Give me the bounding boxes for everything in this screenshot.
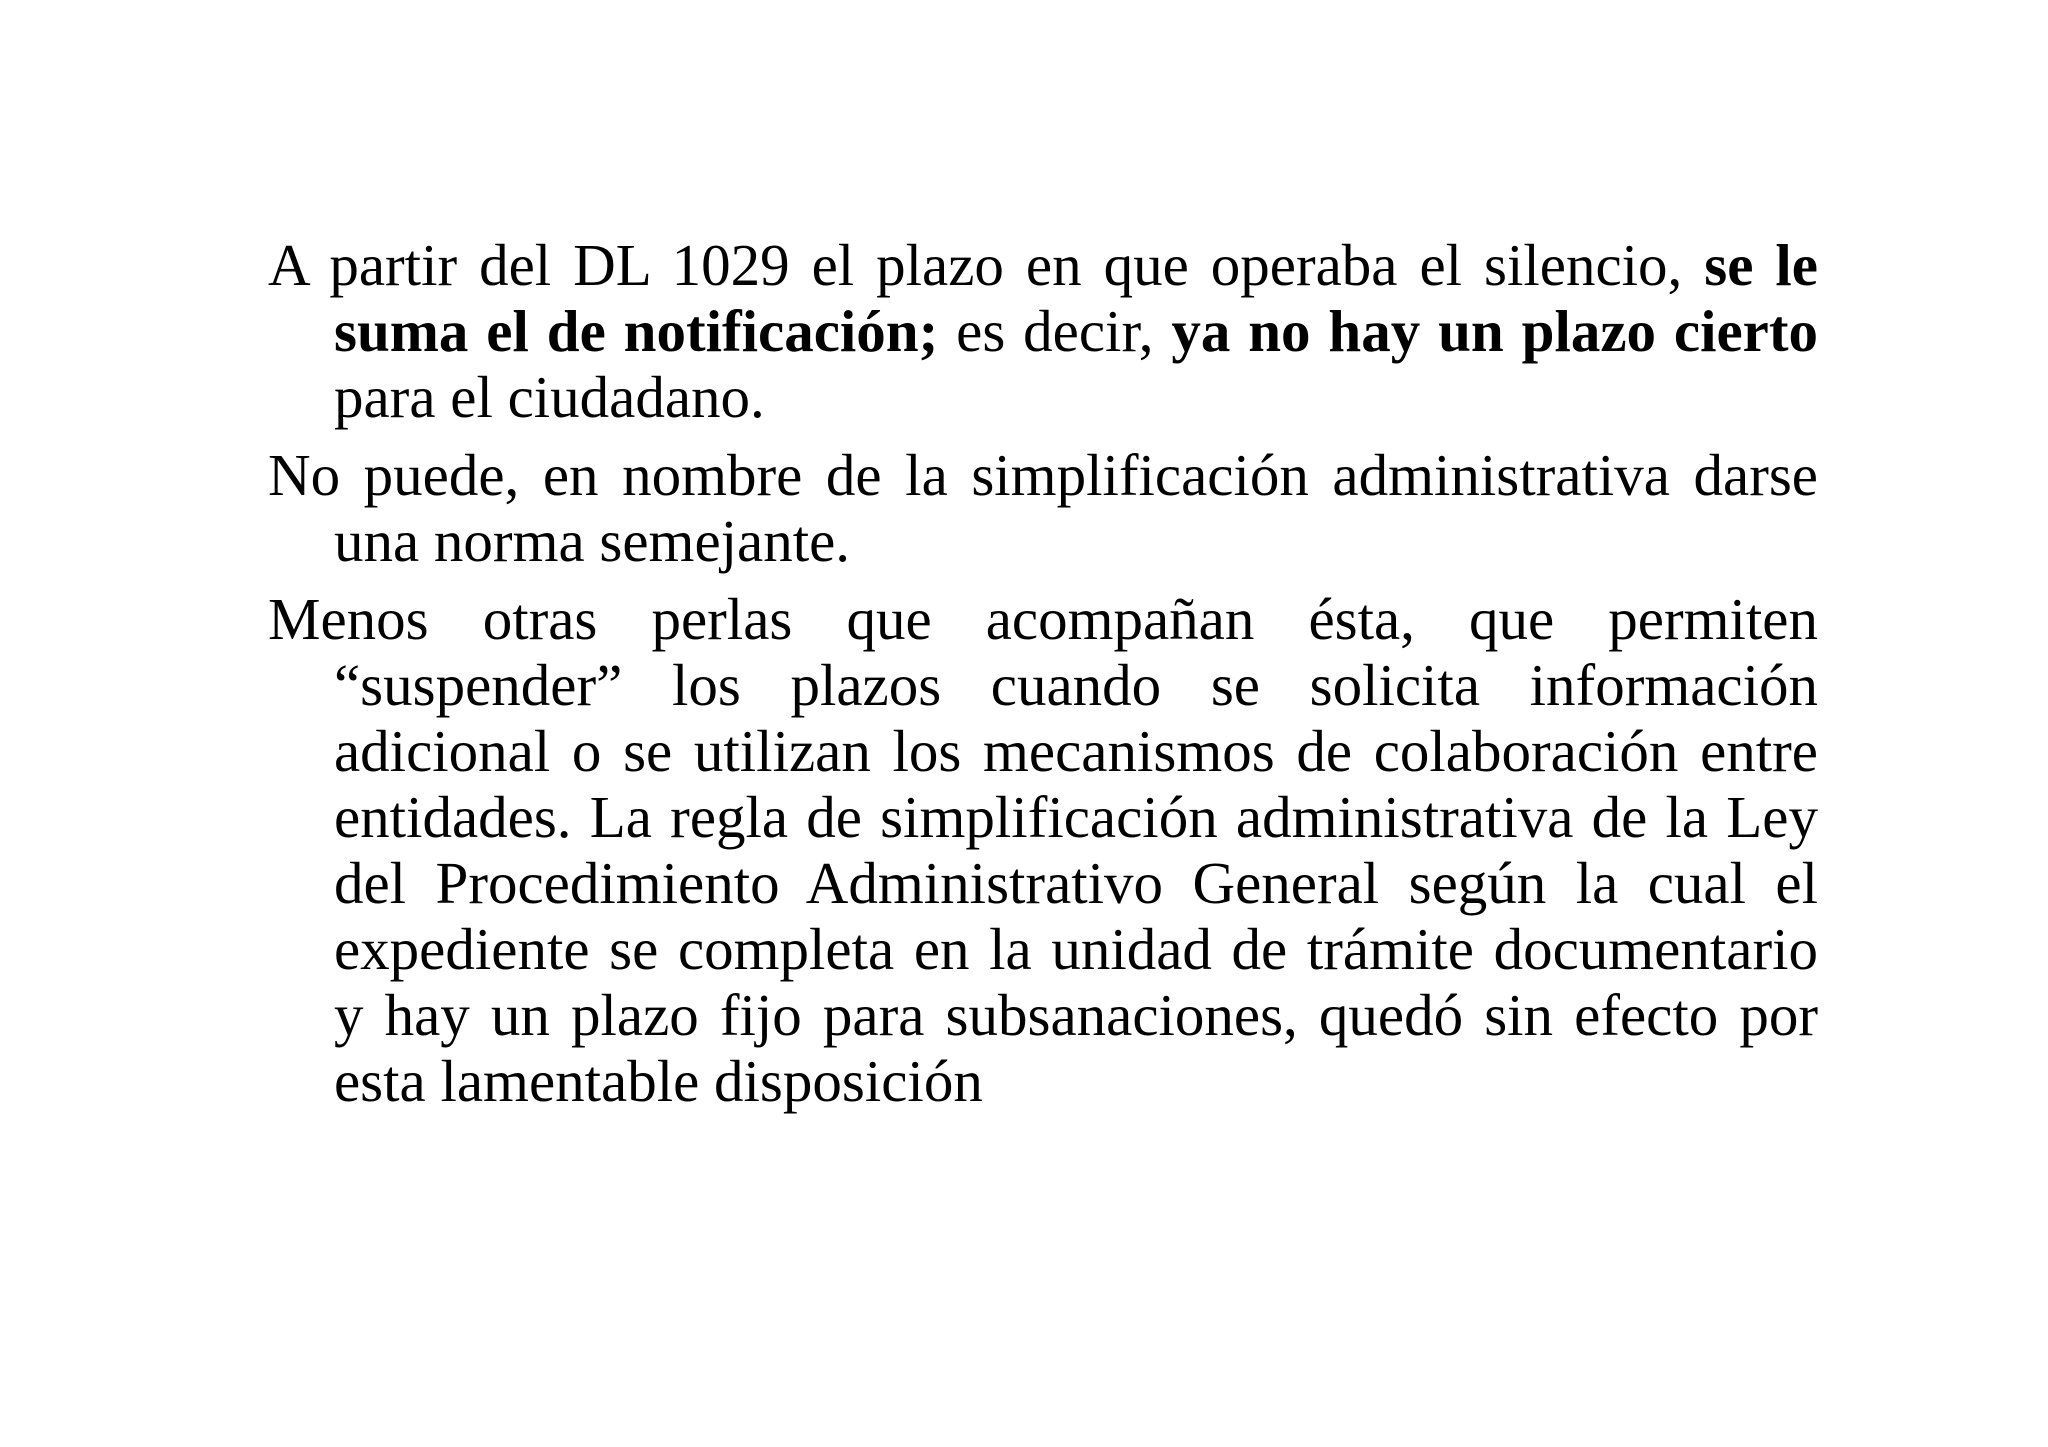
paragraph-2	[268, 442, 1818, 574]
bold-text-segment: se le suma el de notificación;	[334, 232, 1818, 364]
paragraph-1	[268, 232, 1818, 430]
text-segment: A partir del DL 1029 el plazo en que operaba el silencio,	[268, 232, 1705, 298]
bold-text-segment: ya no hay un plazo cierto	[1171, 298, 1819, 364]
slide-body	[268, 232, 1818, 1114]
text-segment: No puede, en nombre de la simplificación administrativa darse una norma semejante.	[268, 442, 1818, 574]
text-segment: Menos otras perlas que acompañan ésta, que permiten “suspender” los plazos cuando se solicita información adicional o se utilizan los mecanismos de colaboración entre entidades. La regla de simplificación administrativa de la Ley del Procedimiento Administrativo General según la cual el expediente se completa en la unidad de trámite documentario y hay un plazo fijo para subsanaciones, quedó sin efecto por esta lamentable disposición	[268, 586, 1818, 1114]
paragraph-3	[268, 586, 1818, 1114]
text-segment: para el ciudadano.	[334, 364, 765, 430]
text-segment: es decir,	[938, 298, 1172, 364]
